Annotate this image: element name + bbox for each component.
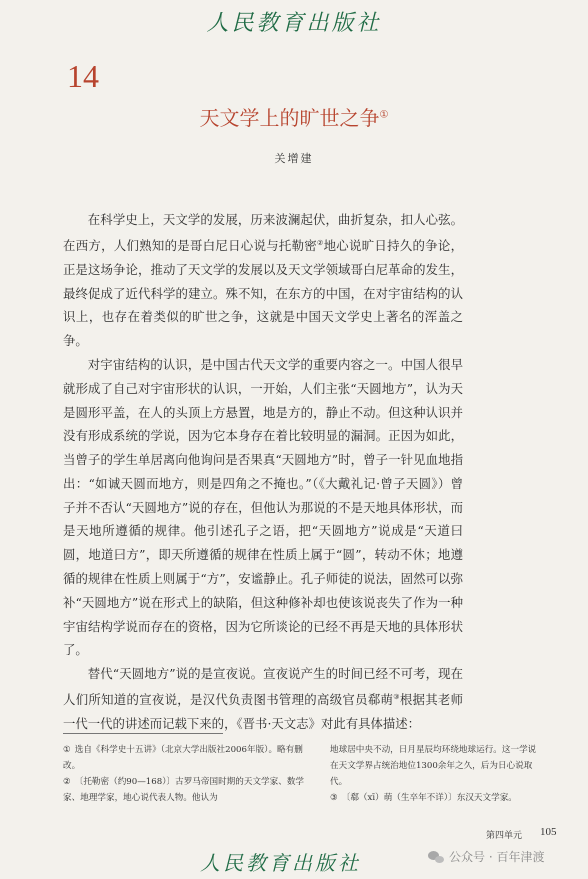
wechat-watermark: [428, 848, 544, 865]
footnote-mark: ③: [330, 793, 338, 803]
footnote-1: [63, 742, 311, 774]
paragraph-text: 地心说旷日持久的争论，正是这场争论，推动了天文学的发展以及天文学领域哥白尼革命的发生，最终促成了近代科学的建立。殊不知，在东方的中国，在对宇宙结构的认识上，也存在着类似的旷世之争，这就是中国天文学史上著名的浑盖之争。: [63, 237, 464, 349]
footnotes-right-column: [330, 742, 540, 806]
footnote-text: 地球居中央不动，日月星辰均环绕地球运行。这一学说在天文学界占统治地位1300余年之久，后为日心说取代。: [330, 745, 537, 787]
body-paragraph: [63, 208, 463, 353]
watermark-text: 公众号 · 百年津渡: [449, 850, 545, 864]
body-paragraph: [63, 662, 463, 736]
publisher-header-logo: 人民教育出版社: [206, 11, 382, 36]
paragraph-text: 根据其老师一代一代的讲述而记载下来的，《晋书·天文志》对此有具体描述：: [63, 692, 464, 731]
footnote-text: 选自《科学史十五讲》（北京大学出版社2006年版）。略有删改。: [63, 745, 303, 771]
author-name: 关增建: [274, 152, 314, 165]
footnote-text: 〔郗（xī）萌（生卒年不详）〕东汉天文学家。: [341, 793, 517, 803]
paragraph-text: 替代“天圆地方”说的是宣夜说。宣夜说产生的时间已经不可考，现在人们所知道的宣夜说，是汉代负责图书管理的高级官员郗萌: [63, 666, 463, 708]
footnote-2: [63, 774, 311, 806]
footnote-reference[interactable]: ③: [393, 693, 400, 702]
page-number: 105: [540, 826, 557, 838]
footnote-reference[interactable]: ②: [317, 238, 324, 247]
footnote-mark: ②: [63, 777, 71, 787]
title-footnote-mark[interactable]: ①: [379, 109, 389, 121]
footnote-divider: [63, 733, 223, 734]
publisher-footer-logo: 人民教育出版社: [200, 851, 361, 875]
footnotes-left-column: [63, 742, 311, 806]
body-paragraph: [63, 353, 463, 662]
lesson-title-text: 天文学上的旷世之争: [199, 106, 380, 130]
unit-label: 第四单元: [486, 831, 523, 841]
footnote-2-continuation: [330, 742, 540, 790]
wechat-icon: [428, 851, 444, 863]
paragraph-text: 对宇宙结构的认识，是中国古代天文学的重要内容之一。中国人很早就形成了自己对宇宙形状的认识，一开始，人们主张“天圆地方”，认为天是圆形平盖，在人的头顶上方悬置，地是方的，静止不动。但这种认识并没有形成系统的学说，因为它本身存在着比较明显的漏洞。正因为如此，当曾子的学生单居离向他询问是否果真“天圆地方”时，曾子一针见血地指出：“如诚天圆而地方，则是四角之不掩也。”（《大戴礼记·曾子天圆》）曾子并不否认“天圆地方”说的存在，但他认为那说的不是天地具体形状，而是天地所遵循的规律。他引述孔子之语，把“天圆地方”说成是“天道曰圆，地道曰方”，即天所遵循的规律在性质上属于“圆”，转动不休；地遵循的规律在性质上则属于“方”，安谧静止。孔子师徒的说法，固然可以弥补“天圆地方”说在形式上的缺陷，但这种修补却也使该说丧失了作为一种宇宙结构学说而存在的资格，因为它所谈论的已经不再是天地的具体形状了。: [63, 356, 463, 658]
footnote-text: 〔托勒密（约90—168）〕古罗马帝国时期的天文学家、数学家、地理学家，地心说代表人物。他认为: [63, 777, 305, 803]
body-text: [63, 208, 463, 736]
paragraph-text: 在科学史上，天文学的发展，历来波澜起伏，曲折复杂，扣人心弦。在西方，人们熟知的是哥白尼日心说与托勒密: [63, 212, 463, 253]
lesson-number: 14: [67, 58, 99, 94]
footnote-mark: ①: [63, 745, 71, 755]
footnote-3: [330, 790, 540, 806]
lesson-title: [0, 102, 588, 131]
